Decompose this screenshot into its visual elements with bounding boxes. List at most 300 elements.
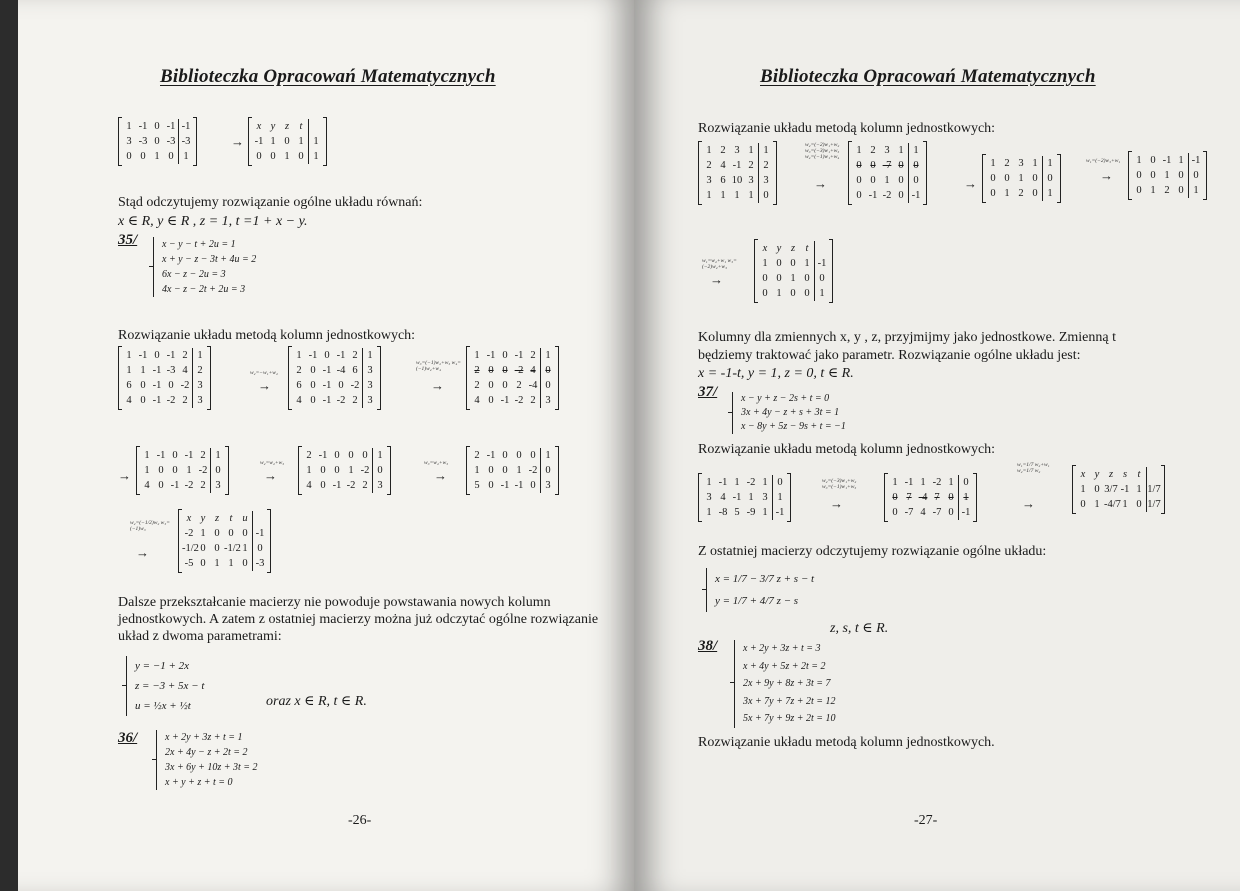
matrix-cell: 0 xyxy=(168,380,174,391)
matrix-cell: 0 xyxy=(154,121,160,132)
matrix-cell: -1 xyxy=(514,480,524,491)
matrix-cell: 3 xyxy=(362,378,377,393)
matrix-cell: 1 xyxy=(298,136,304,147)
matrix-cell: 1 xyxy=(790,273,796,284)
matrix-cell: 5 xyxy=(734,507,740,518)
matrix-row xyxy=(986,171,1057,186)
matrix-row xyxy=(852,173,923,188)
matrix-cell: -8 xyxy=(718,507,728,518)
row-operation: w₂=(−1/2)w₂ w₃=(−1)w₃ xyxy=(130,520,170,532)
matrix-cell: 3 xyxy=(758,173,773,188)
arrow-icon: → xyxy=(431,378,444,393)
matrix-cell: -5 xyxy=(184,558,194,569)
matrix-cell: -1 xyxy=(254,136,264,147)
matrix-cell: -1 xyxy=(500,395,510,406)
matrix-row xyxy=(292,348,377,363)
matrix-cell: 1 xyxy=(762,477,768,488)
matrix-row xyxy=(122,378,207,393)
matrix-row xyxy=(758,286,829,301)
matrix-cell: -4 xyxy=(336,365,346,376)
matrix-cell: 1 xyxy=(1080,484,1086,495)
equation: x − y − t + 2u = 1 xyxy=(162,239,236,250)
matrix-cell: 6 xyxy=(352,365,358,376)
matrix-cell: 0 xyxy=(242,528,248,539)
matrix-cell: 0 xyxy=(348,450,354,461)
matrix-cell: t xyxy=(805,243,809,254)
matrix-cell: 0 xyxy=(1094,484,1100,495)
matrix-row xyxy=(702,490,787,505)
last-text: Z ostatniej macierzy odczytujemy rozwiązanie ogólne układu: xyxy=(698,544,1047,559)
matrix-cell: 0 xyxy=(334,465,340,476)
matrix-cell: y xyxy=(200,513,206,524)
matrix-cell: 4 xyxy=(144,480,150,491)
matrix-cell: 0 xyxy=(1136,499,1142,510)
matrix-cell: 0 xyxy=(898,190,904,201)
matrix-cell: 1 xyxy=(920,477,926,488)
matrix-cell: 1 xyxy=(178,149,193,164)
matrix-cell: 1 xyxy=(228,558,234,569)
method-text: Rozwiązanie układu metodą kolumn jednostkowych: xyxy=(118,328,416,343)
matrix-cell: -1 xyxy=(152,395,162,406)
matrix-row xyxy=(1076,467,1161,482)
matrix-row xyxy=(1132,153,1203,168)
matrix-cell: 0 xyxy=(908,158,923,173)
matrix-cell: 3 xyxy=(126,136,132,147)
matrix-cell: 0 xyxy=(502,350,508,361)
equation: 3x + 4y − z + s + 3t = 1 xyxy=(741,407,840,418)
matrix-cell: 1 xyxy=(284,151,290,162)
matrix-cell: x xyxy=(186,513,192,524)
matrix-cell: 1/7 xyxy=(1147,484,1161,495)
matrix-row xyxy=(1076,482,1161,497)
matrix-cell: 0 xyxy=(1178,170,1184,181)
matrix-cell: 1 xyxy=(154,151,160,162)
matrix-cell: 0 xyxy=(488,365,494,376)
matrix-cell: 0 xyxy=(324,350,330,361)
equation: 3x + 7y + 7z + 2t = 12 xyxy=(743,695,836,707)
matrix-cell: -2 xyxy=(746,477,756,488)
matrix-cell: y xyxy=(1094,469,1100,480)
arrow-icon: → xyxy=(434,468,447,483)
matrix-cell: 1 xyxy=(1178,155,1184,166)
matrix-cell: 0 xyxy=(200,558,206,569)
matrix-row xyxy=(252,134,323,149)
matrix-cell: 1 xyxy=(958,490,973,505)
matrix-cell: 0 xyxy=(502,465,508,476)
matrix-cell: 1 xyxy=(186,465,192,476)
matrix-cell: 3 xyxy=(210,478,225,493)
matrix-cell: 1 xyxy=(474,465,480,476)
matrix-cell: -7 xyxy=(904,507,914,518)
equation-system xyxy=(156,730,258,790)
matrix-cell: 0 xyxy=(158,480,164,491)
row-operation: w₂=w₂+w₃ xyxy=(260,460,285,466)
matrix-row xyxy=(702,143,773,158)
equation: 5x + 7y + 9z + 2t = 10 xyxy=(743,713,836,724)
matrix-cell: 3 xyxy=(540,478,555,493)
matrix-cell: -1 xyxy=(486,450,496,461)
matrix-cell: 0 xyxy=(804,273,810,284)
matrix-cell: 0 xyxy=(320,465,326,476)
row-operation: w₁=1/7 w₂+w₁ w₂=1/7 w₂ xyxy=(1017,462,1050,474)
matrix-cell: -1 xyxy=(958,505,973,520)
matrix-cell: -2 xyxy=(346,480,356,491)
matrix-cell: 1 xyxy=(308,149,323,164)
matrix-cell: -1 xyxy=(156,450,166,461)
matrix-cell: 0 xyxy=(242,558,248,569)
row-operation: w₁=(−2)w₃+w₁ xyxy=(1086,158,1121,164)
matrix-row xyxy=(888,475,973,490)
matrix-cell: 1 xyxy=(308,134,323,149)
matrix-cell: -1/2 xyxy=(224,543,241,554)
matrix-row xyxy=(758,271,829,286)
matrix-cell: 1 xyxy=(908,143,923,158)
matrix-cell: -1 xyxy=(138,121,148,132)
matrix-cell: 1 xyxy=(734,477,740,488)
columns-text: Kolumny dla zmiennych x, y , z, przyjmijmy jako jednostkowe. Zmienną t xyxy=(698,330,1116,345)
matrix-cell: -1 xyxy=(184,450,194,461)
matrix-cell: 0 xyxy=(140,380,146,391)
paragraph: Dalsze przekształcanie macierzy nie powoduje powstawania nowych kolumn jednostkowych. A zatem z ostatniej macierzy można już odczytać ogólne rozwiązanie układ z dwoma parametrami: xyxy=(118,595,599,644)
matrix-cell: 0 xyxy=(772,475,787,490)
matrix-cell: 0 xyxy=(898,175,904,186)
matrix-cell: 0 xyxy=(214,543,220,554)
matrix-cell: 2 xyxy=(474,450,480,461)
matrix-cell: 1 xyxy=(762,258,768,269)
matrix-cell: 2 xyxy=(200,450,206,461)
equation: 2x + 4y − z + 2t = 2 xyxy=(165,747,248,758)
right-page xyxy=(634,0,1240,891)
matrix-row xyxy=(122,393,207,408)
arrow-icon: → xyxy=(814,176,827,191)
matrix-cell: -1 xyxy=(336,350,346,361)
equation: 2x + 9y + 8z + 3t = 7 xyxy=(743,678,831,689)
matrix-cell: 0 xyxy=(762,288,768,299)
matrix-cell: 0 xyxy=(252,541,267,556)
matrix-cell: 0 xyxy=(948,507,954,518)
matrix-row xyxy=(702,188,773,203)
domain-text: oraz x ∈ R, t ∈ R. xyxy=(266,694,367,709)
matrix-cell: 0 xyxy=(1080,499,1086,510)
matrix-cell: -1 xyxy=(322,380,332,391)
equation: x − y + z − 2s + t = 0 xyxy=(741,393,830,404)
solution-system xyxy=(126,656,204,716)
matrix-cell: 0 xyxy=(990,188,996,199)
matrix-cell: 0 xyxy=(200,543,206,554)
matrix-cell: 0 xyxy=(298,151,304,162)
matrix-cell: y xyxy=(776,243,782,254)
matrix-cell: 4 xyxy=(720,492,726,503)
matrix-cell: 1 xyxy=(804,258,810,269)
page-number: -27- xyxy=(914,813,938,828)
matrix-cell: -2 xyxy=(198,465,208,476)
matrix-row xyxy=(182,541,267,556)
equation: x − 8y + 5z − 9s + t = −1 xyxy=(741,421,846,432)
matrix-cell: 1 xyxy=(200,528,206,539)
matrix-cell: 1 xyxy=(348,465,354,476)
matrix-row xyxy=(122,149,193,164)
matrix-cell: 1 xyxy=(372,448,387,463)
matrix-cell: 1 xyxy=(1018,173,1024,184)
matrix-cell: 3 xyxy=(748,175,754,186)
matrix-cell: -1 xyxy=(166,121,176,132)
matrix-row xyxy=(122,363,207,378)
matrix-cell: 0 xyxy=(488,480,494,491)
matrix-row xyxy=(758,256,829,271)
solution-text: x ∈ R, y ∈ R , z = 1, t =1 + x − y. xyxy=(118,214,308,229)
matrix-cell: t xyxy=(299,121,303,132)
matrix xyxy=(698,474,791,521)
matrix-cell: -2 xyxy=(932,477,942,488)
matrix-cell: 4 xyxy=(306,480,312,491)
matrix-cell: 0 xyxy=(362,450,368,461)
matrix-cell: 0 xyxy=(1136,170,1142,181)
matrix-cell: 1 xyxy=(192,348,207,363)
matrix-cell: 1 xyxy=(748,492,754,503)
matrix-cell: 0 xyxy=(790,258,796,269)
arrow-icon: → xyxy=(830,496,843,511)
matrix-cell: 4 xyxy=(530,365,536,376)
matrix-cell: -1 xyxy=(908,188,923,203)
arrow-icon: → xyxy=(1100,168,1113,183)
matrix-cell: -7 xyxy=(932,507,942,518)
matrix-row xyxy=(302,478,387,493)
matrix-cell: 2 xyxy=(1164,185,1170,196)
matrix-row xyxy=(852,158,923,173)
matrix-cell: 6 xyxy=(296,380,302,391)
matrix-cell: -1 xyxy=(332,480,342,491)
matrix-cell: 0 xyxy=(126,151,132,162)
matrix-cell: 2 xyxy=(720,145,726,156)
matrix-cell: 0 xyxy=(172,450,178,461)
arrow-icon: → xyxy=(1022,496,1035,511)
matrix-cell: 0 xyxy=(270,151,276,162)
matrix-cell: z xyxy=(214,513,220,524)
matrix-cell: 1 xyxy=(758,143,773,158)
matrix-cell: -1/2 xyxy=(182,543,199,554)
matrix-cell: x xyxy=(1080,469,1086,480)
matrix-row xyxy=(122,134,193,149)
matrix-cell: -1 xyxy=(486,350,496,361)
matrix-cell: 3 xyxy=(706,492,712,503)
matrix-cell: 0 xyxy=(154,350,160,361)
matrix-cell: 1 xyxy=(856,145,862,156)
equation: z = −3 + 5x − t xyxy=(135,680,205,692)
matrix-cell: 1 xyxy=(1032,158,1038,169)
matrix-cell: 0 xyxy=(790,288,796,299)
equation: u = ½x + ½t xyxy=(135,700,191,712)
matrix-row xyxy=(470,478,555,493)
method-text: Rozwiązanie układu metodą kolumn jednostkowych: xyxy=(698,121,996,136)
exercise-label: 35/ xyxy=(118,232,138,248)
matrix-row xyxy=(292,363,377,378)
matrix-row xyxy=(470,463,555,478)
exercise-label: 36/ xyxy=(118,730,138,746)
arrow-icon: → xyxy=(231,134,244,149)
matrix-cell: 0 xyxy=(898,160,904,171)
matrix-cell: 3 xyxy=(362,363,377,378)
matrix-cell: -1 xyxy=(308,350,318,361)
matrix-cell: 0 xyxy=(488,380,494,391)
matrix-cell: -2 xyxy=(882,190,892,201)
matrix-cell: 2 xyxy=(182,395,188,406)
matrix xyxy=(178,510,271,572)
matrix-cell: 3 xyxy=(372,478,387,493)
matrix-row xyxy=(1132,168,1203,183)
matrix-cell: 0 xyxy=(214,528,220,539)
matrix-cell: -1 xyxy=(772,505,787,520)
matrix-cell: 0 xyxy=(1150,155,1156,166)
matrix-cell: 1 xyxy=(706,145,712,156)
row-operation: w₂=(−3)w₁+w₂ w₃=(−1)w₁+w₃ xyxy=(822,478,857,490)
matrix-cell: 0 xyxy=(948,492,954,503)
matrix-cell: 4 xyxy=(474,395,480,406)
matrix-cell: 0 xyxy=(856,190,862,201)
matrix xyxy=(288,347,381,409)
matrix-cell: z xyxy=(284,121,290,132)
matrix-cell: -2 xyxy=(514,395,524,406)
matrix-cell: 0 xyxy=(310,365,316,376)
row-operation: w₃=w₂+w₃ xyxy=(424,460,449,466)
matrix-cell: 1 xyxy=(884,175,890,186)
matrix-cell: 1 xyxy=(1122,499,1128,510)
equation: y = 1/7 + 4/7 z − s xyxy=(715,595,799,607)
matrix-row xyxy=(702,173,773,188)
matrix-cell: -2 xyxy=(336,395,346,406)
matrix-row xyxy=(302,463,387,478)
matrix-cell: 4 xyxy=(296,395,302,406)
matrix-row xyxy=(852,143,923,158)
matrix-cell: -2 xyxy=(184,480,194,491)
matrix-cell: 1 xyxy=(734,190,740,201)
matrix-cell: 0 xyxy=(210,463,225,478)
matrix-cell: 0 xyxy=(338,380,344,391)
matrix-cell: 1 xyxy=(1164,170,1170,181)
matrix-cell: 2 xyxy=(1004,158,1010,169)
equation: y = −1 + 2x xyxy=(135,660,190,672)
matrix-cell: 3 xyxy=(706,175,712,186)
arrow-icon: → xyxy=(136,545,149,560)
matrix-cell: t xyxy=(229,513,233,524)
matrix-cell: 1 xyxy=(126,365,132,376)
matrix-cell: 1 xyxy=(540,348,555,363)
matrix-row xyxy=(986,186,1057,201)
matrix-cell: -1 xyxy=(732,492,742,503)
matrix-cell: y xyxy=(270,121,276,132)
matrix-cell: 0 xyxy=(320,480,326,491)
matrix-row xyxy=(470,363,555,378)
method-text: Rozwiązanie układu metodą kolumn jednostkowych. xyxy=(698,735,995,750)
matrix-cell: -9 xyxy=(746,507,756,518)
matrix-cell: -1 xyxy=(152,365,162,376)
matrix-cell: 0 xyxy=(502,380,508,391)
equation: 4x − z − 2t + 2u = 3 xyxy=(162,284,246,295)
matrix-cell: 1 xyxy=(762,507,768,518)
equation-system xyxy=(734,640,836,728)
matrix-cell: 1 xyxy=(748,190,754,201)
matrix-cell: 1 xyxy=(242,543,248,554)
matrix-cell xyxy=(814,241,829,256)
matrix-cell: x xyxy=(256,121,262,132)
matrix-cell: 0 xyxy=(284,136,290,147)
equation: x + y + z + t = 0 xyxy=(165,777,233,788)
page-header: Biblioteczka Opracowań Matematycznych xyxy=(160,66,496,87)
matrix-cell: 0 xyxy=(870,175,876,186)
matrix-cell: z xyxy=(790,243,796,254)
matrix-cell: -4 xyxy=(528,380,538,391)
matrix-cell: 1 xyxy=(990,158,996,169)
page-header: Biblioteczka Opracowań Matematycznych xyxy=(760,66,1096,87)
matrix-cell: 1 xyxy=(706,190,712,201)
matrix-cell: 2 xyxy=(200,480,206,491)
left-page xyxy=(18,0,634,891)
matrix-cell: 3 xyxy=(762,492,768,503)
matrix-cell: 0 xyxy=(1188,168,1203,183)
matrix-cell: 1 xyxy=(270,136,276,147)
matrix-cell: 0 xyxy=(814,271,829,286)
matrix-cell: 2 xyxy=(352,350,358,361)
matrix-row xyxy=(702,505,787,520)
matrix-cell: 0 xyxy=(502,365,508,376)
matrix-cell: 0 xyxy=(530,450,536,461)
matrix-cell: -3 xyxy=(178,134,193,149)
matrix-cell: -2 xyxy=(360,465,370,476)
matrix-cell: 1 xyxy=(1042,156,1057,171)
matrix-row xyxy=(292,378,377,393)
matrix-cell: 3 xyxy=(734,145,740,156)
matrix-cell: -2 xyxy=(350,380,360,391)
matrix-cell: 0 xyxy=(540,378,555,393)
matrix-cell: 0 xyxy=(372,463,387,478)
matrix-cell: -2 xyxy=(528,465,538,476)
equation: x + 2y + 3z + t = 1 xyxy=(165,732,243,743)
matrix-cell: 2 xyxy=(352,395,358,406)
param-domain: z, s, t ∈ R. xyxy=(830,621,889,636)
matrix-cell: -1 xyxy=(322,365,332,376)
matrix-cell: 0 xyxy=(856,160,862,171)
matrix-cell: 0 xyxy=(502,450,508,461)
param-text: będziemy traktować jako parametr. Rozwiązanie ogólne układu jest: xyxy=(698,348,1081,363)
row-operation: w₁=w₂+w₁ w₃=(−2)w₂+w₃ xyxy=(702,258,737,270)
matrix-row xyxy=(140,463,225,478)
matrix-cell: -1 xyxy=(1188,153,1203,168)
matrix-cell: 1 xyxy=(210,448,225,463)
matrix-cell: -2 xyxy=(184,528,194,539)
matrix-row xyxy=(702,475,787,490)
matrix-row xyxy=(470,448,555,463)
matrix-row xyxy=(122,348,207,363)
matrix xyxy=(848,142,927,204)
matrix-cell: 2 xyxy=(748,160,754,171)
matrix-row xyxy=(140,448,225,463)
row-operation: w₂=(−2)w₁+w₂ w₃=(−3)w₁+w₃ w₄=(−1)w₁+w₄ xyxy=(805,142,840,160)
matrix-cell: 0 xyxy=(310,380,316,391)
matrix-cell: 0 xyxy=(540,363,555,378)
matrix-cell: 7 xyxy=(934,492,940,503)
matrix-cell: 1 xyxy=(1136,484,1142,495)
matrix xyxy=(466,347,559,409)
matrix xyxy=(136,447,229,494)
matrix-row xyxy=(470,393,555,408)
matrix-cell: -1 xyxy=(178,119,193,134)
matrix-cell: 0 xyxy=(154,136,160,147)
matrix-cell: 6 xyxy=(126,380,132,391)
matrix-row xyxy=(182,556,267,571)
equation: 3x + 6y + 10z + 3t = 2 xyxy=(165,762,258,773)
matrix xyxy=(1128,152,1207,199)
arrow-icon: → xyxy=(118,468,131,483)
matrix-cell: 0 xyxy=(804,288,810,299)
